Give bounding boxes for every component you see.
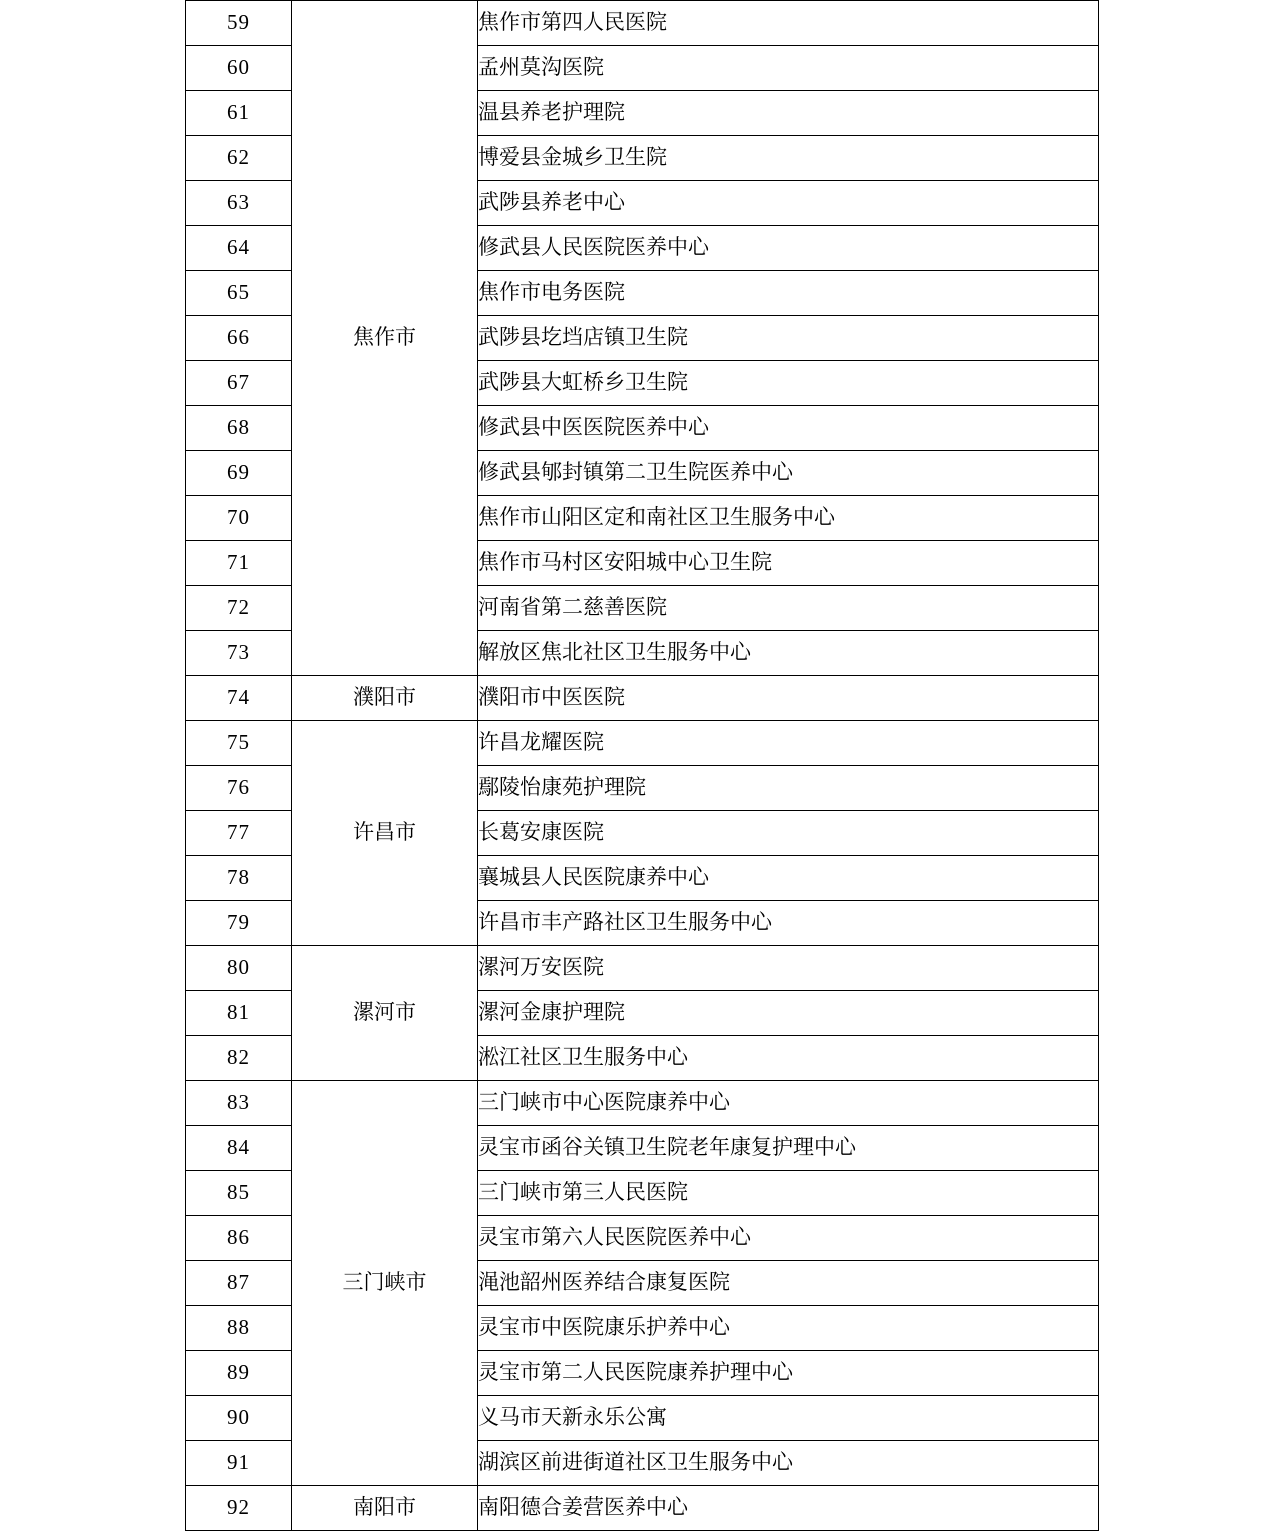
table-row bbox=[186, 1, 1099, 46]
row-index-cell: 73 bbox=[186, 631, 292, 676]
row-index-cell: 65 bbox=[186, 271, 292, 316]
institution-name-cell: 濮阳市中医医院 bbox=[478, 676, 1099, 721]
institution-name-cell: 武陟县养老中心 bbox=[478, 181, 1099, 226]
institution-name-cell: 灵宝市中医院康乐护养中心 bbox=[478, 1306, 1099, 1351]
table-body bbox=[186, 1, 1099, 1531]
institution-name-cell: 三门峡市第三人民医院 bbox=[478, 1171, 1099, 1216]
row-index-cell: 60 bbox=[186, 46, 292, 91]
institution-name-cell: 焦作市第四人民医院 bbox=[478, 1, 1099, 46]
institution-name-cell: 鄢陵怡康苑护理院 bbox=[478, 766, 1099, 811]
institution-name-cell: 焦作市电务医院 bbox=[478, 271, 1099, 316]
row-index-cell: 88 bbox=[186, 1306, 292, 1351]
city-cell: 濮阳市 bbox=[292, 676, 478, 721]
row-index-cell: 84 bbox=[186, 1126, 292, 1171]
row-index-cell: 89 bbox=[186, 1351, 292, 1396]
institution-name-cell: 许昌龙耀医院 bbox=[478, 721, 1099, 766]
institution-name-cell: 长葛安康医院 bbox=[478, 811, 1099, 856]
row-index-cell: 67 bbox=[186, 361, 292, 406]
row-index-cell: 75 bbox=[186, 721, 292, 766]
row-index-cell: 62 bbox=[186, 136, 292, 181]
row-index-cell: 92 bbox=[186, 1486, 292, 1531]
row-index-cell: 83 bbox=[186, 1081, 292, 1126]
institution-name-cell: 焦作市山阳区定和南社区卫生服务中心 bbox=[478, 496, 1099, 541]
city-cell: 三门峡市 bbox=[292, 1081, 478, 1486]
institution-name-cell: 温县养老护理院 bbox=[478, 91, 1099, 136]
row-index-cell: 81 bbox=[186, 991, 292, 1036]
row-index-cell: 85 bbox=[186, 1171, 292, 1216]
city-cell: 漯河市 bbox=[292, 946, 478, 1081]
institution-name-cell: 漯河万安医院 bbox=[478, 946, 1099, 991]
institution-name-cell: 三门峡市中心医院康养中心 bbox=[478, 1081, 1099, 1126]
row-index-cell: 79 bbox=[186, 901, 292, 946]
institution-name-cell: 南阳德合姜营医养中心 bbox=[478, 1486, 1099, 1531]
row-index-cell: 87 bbox=[186, 1261, 292, 1306]
institution-name-cell: 修武县中医医院医养中心 bbox=[478, 406, 1099, 451]
institution-name-cell: 渑池韶州医养结合康复医院 bbox=[478, 1261, 1099, 1306]
table-row bbox=[186, 1081, 1099, 1126]
row-index-cell: 90 bbox=[186, 1396, 292, 1441]
row-index-cell: 70 bbox=[186, 496, 292, 541]
institution-name-cell: 灵宝市函谷关镇卫生院老年康复护理中心 bbox=[478, 1126, 1099, 1171]
row-index-cell: 68 bbox=[186, 406, 292, 451]
institution-name-cell: 灵宝市第二人民医院康养护理中心 bbox=[478, 1351, 1099, 1396]
institution-name-cell: 武陟县大虹桥乡卫生院 bbox=[478, 361, 1099, 406]
city-cell: 南阳市 bbox=[292, 1486, 478, 1531]
table-row bbox=[186, 1486, 1099, 1531]
row-index-cell: 74 bbox=[186, 676, 292, 721]
institution-name-cell: 河南省第二慈善医院 bbox=[478, 586, 1099, 631]
institution-name-cell: 襄城县人民医院康养中心 bbox=[478, 856, 1099, 901]
row-index-cell: 91 bbox=[186, 1441, 292, 1486]
row-index-cell: 59 bbox=[186, 1, 292, 46]
city-cell: 许昌市 bbox=[292, 721, 478, 946]
institution-name-cell: 焦作市马村区安阳城中心卫生院 bbox=[478, 541, 1099, 586]
institution-name-cell: 灵宝市第六人民医院医养中心 bbox=[478, 1216, 1099, 1261]
institution-listing-table bbox=[185, 0, 1099, 1531]
row-index-cell: 86 bbox=[186, 1216, 292, 1261]
institution-name-cell: 武陟县圪垱店镇卫生院 bbox=[478, 316, 1099, 361]
institution-name-cell: 修武县人民医院医养中心 bbox=[478, 226, 1099, 271]
row-index-cell: 72 bbox=[186, 586, 292, 631]
institution-name-cell: 修武县郇封镇第二卫生院医养中心 bbox=[478, 451, 1099, 496]
row-index-cell: 61 bbox=[186, 91, 292, 136]
institution-name-cell: 淞江社区卫生服务中心 bbox=[478, 1036, 1099, 1081]
row-index-cell: 63 bbox=[186, 181, 292, 226]
row-index-cell: 78 bbox=[186, 856, 292, 901]
table-row bbox=[186, 946, 1099, 991]
institution-name-cell: 湖滨区前进街道社区卫生服务中心 bbox=[478, 1441, 1099, 1486]
row-index-cell: 64 bbox=[186, 226, 292, 271]
row-index-cell: 69 bbox=[186, 451, 292, 496]
row-index-cell: 76 bbox=[186, 766, 292, 811]
table-row bbox=[186, 721, 1099, 766]
row-index-cell: 71 bbox=[186, 541, 292, 586]
table-row bbox=[186, 676, 1099, 721]
institution-name-cell: 博爱县金城乡卫生院 bbox=[478, 136, 1099, 181]
row-index-cell: 66 bbox=[186, 316, 292, 361]
row-index-cell: 82 bbox=[186, 1036, 292, 1081]
city-cell: 焦作市 bbox=[292, 1, 478, 676]
row-index-cell: 77 bbox=[186, 811, 292, 856]
institution-name-cell: 解放区焦北社区卫生服务中心 bbox=[478, 631, 1099, 676]
institution-name-cell: 义马市天新永乐公寓 bbox=[478, 1396, 1099, 1441]
institution-name-cell: 漯河金康护理院 bbox=[478, 991, 1099, 1036]
row-index-cell: 80 bbox=[186, 946, 292, 991]
institution-name-cell: 孟州莫沟医院 bbox=[478, 46, 1099, 91]
institution-name-cell: 许昌市丰产路社区卫生服务中心 bbox=[478, 901, 1099, 946]
